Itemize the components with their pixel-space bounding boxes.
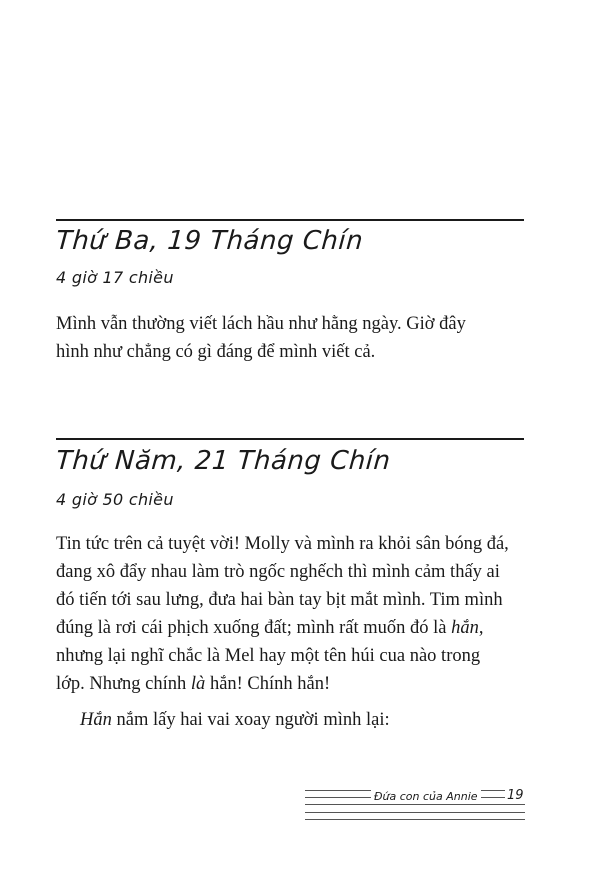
entry-date: Thứ Năm, 21 Tháng Chín [54, 446, 392, 476]
book-title: Đứa con của Annie [371, 790, 481, 803]
text-line [56, 614, 526, 642]
text-line: hình như chẳng có gì đáng để mình viết cả. [56, 342, 376, 362]
text-run: nắm lấy hai vai xoay người mình lại: [111, 710, 390, 730]
text-line [56, 670, 526, 698]
footer-rule [305, 812, 525, 813]
text-line: Tin tức trên cả tuyệt vời! Molly và mình ra khỏi sân bóng đá, [56, 534, 509, 554]
text-run: lớp. Nhưng chính [56, 674, 191, 694]
text-run: hắn! Chính hắn! [205, 674, 331, 694]
text-line: nhưng lại nghĩ chắc là Mel hay một tên húi cua nào trong [56, 646, 481, 666]
emphasis-text: là [190, 674, 206, 694]
entry-time: 4 giờ 50 chiều [56, 490, 174, 509]
text-line: đó tiến tới sau lưng, đưa hai bàn tay bịt mắt mình. Tim mình [56, 590, 503, 610]
emphasis-text: Hắn [80, 710, 112, 730]
text-line: Mình vẫn thường viết lách hầu như hằng ngày. Giờ đây [56, 314, 466, 334]
page-number: 19 [507, 788, 524, 803]
page-footer [305, 786, 525, 826]
footer-rule [305, 819, 525, 820]
emphasis-text: hắn [451, 618, 479, 638]
entry-time: 4 giờ 17 chiều [56, 268, 174, 287]
entry-paragraph [56, 530, 526, 698]
text-line: đang xô đẩy nhau làm trò ngốc nghếch thì mình cảm thấy ai [56, 562, 500, 582]
entry-date: Thứ Ba, 19 Tháng Chín [54, 226, 365, 256]
entry-divider [56, 438, 524, 440]
footer-rule [305, 804, 525, 805]
entry-paragraph [56, 310, 526, 366]
text-run: đúng là rơi cái phịch xuống đất; mình rất muốn đó là [56, 618, 452, 638]
text-line [80, 706, 550, 734]
entry-divider [56, 219, 524, 221]
entry-paragraph [80, 706, 550, 734]
text-run: , [478, 618, 484, 638]
